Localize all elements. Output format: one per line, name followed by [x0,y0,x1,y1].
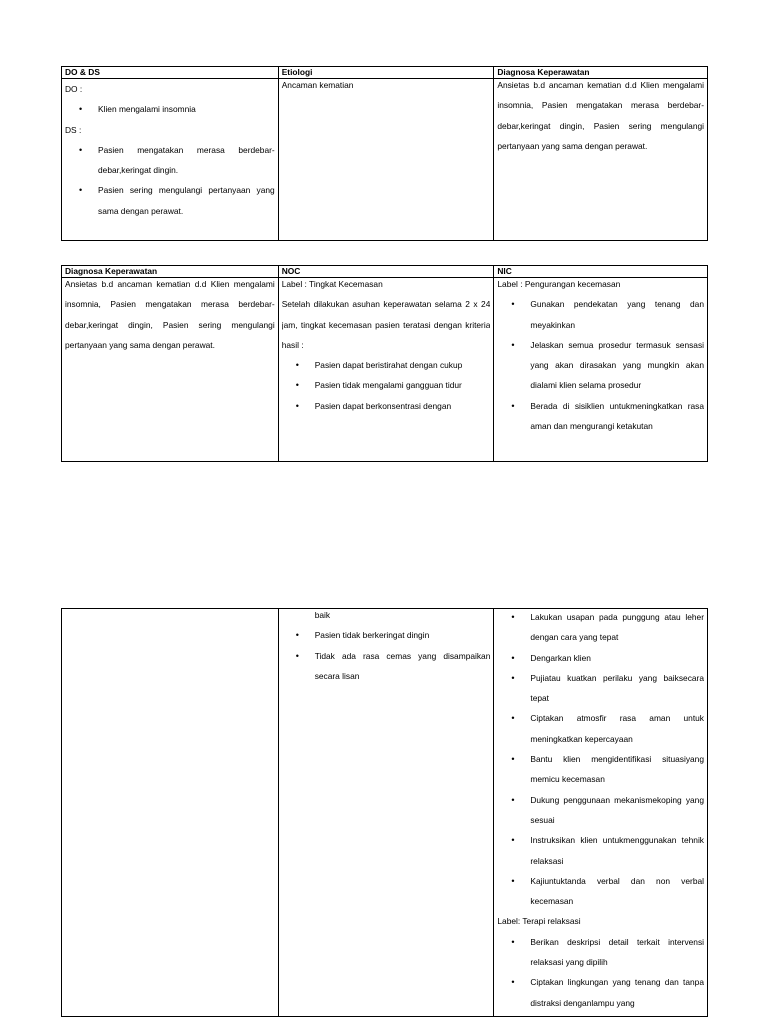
list-item: • Pasien sering mengulangi pertanyaan yang sama dengan perawat. [98,180,275,221]
list-item: • Pasien tidak berkeringat dingin [315,625,491,645]
etiologi-text: Ancaman kematian [281,80,354,90]
header-noc: NOC [278,266,494,278]
cell-diagnosa-empty [62,609,279,1017]
list-item: • Tidak ada rasa cemas yang disampaikan secara lisan [315,646,491,687]
nic-list-relaksasi [497,932,704,1013]
header-diagnosa: Diagnosa Keperawatan [62,266,279,278]
nic-list [497,294,704,436]
list-item: • Pasien mengatakan merasa berdebar-debar,keringat dingin. [98,140,275,181]
cell-diagnosa [62,278,279,462]
table-row [62,609,708,1017]
list-item: • Gunakan pendekatan yang tenang dan meyakinkan [530,294,704,335]
list-item: • Pasien dapat beristirahat dengan cukup [315,355,491,375]
cell-noc [278,278,494,462]
cell-diagnosa [494,79,708,241]
list-item: • Klien mengalami insomnia [98,99,275,119]
noc-list [282,625,491,686]
cell-etiologi [278,79,494,241]
header-nic: NIC [494,266,708,278]
list-item: • Pasien tidak mengalami gangguan tidur [315,375,491,395]
list-item: • Pujiatau kuatkan perilaku yang baiksecara tepat [530,668,704,709]
table-continuation [61,608,708,1017]
ds-list [65,140,275,221]
noc-list [282,355,491,416]
list-item: • Dengarkan klien [530,648,704,668]
list-item: • Ciptakan atmosfir rasa aman untuk meningkatkan kepercayaan [530,708,704,749]
list-item: • Jelaskan semua prosedur termasuk sensasi yang akan dirasakan yang mungkin akan dialami klien selama prosedur [530,335,704,396]
noc-label: Label : Tingkat Kecemasan [281,279,383,289]
list-item: • Berada di sisiklien untukmeningkatkan rasa aman dan mengurangi ketakutan [530,396,704,437]
table-do-ds-etiologi [61,66,708,241]
ds-label: DS : [65,124,82,135]
cell-noc [278,609,494,1017]
list-item: • Berikan deskripsi detail terkait intervensi relaksasi yang dipilih [530,932,704,973]
list-item: • Ciptakan lingkungan yang tenang dan tanpa distraksi denganlampu yang [530,972,704,1013]
cell-nic [494,609,708,1017]
header-etiologi: Etiologi [278,67,494,79]
list-item: • Dukung penggunaan mekanismekoping yang sesuai [530,790,704,831]
cell-nic [494,278,708,462]
noc-continuation: baik [314,610,331,620]
header-do-ds: DO & DS [62,67,279,79]
table-diagnosa-noc-nic [61,265,708,462]
nic-label-relaksasi: Label: Terapi relaksasi [497,916,581,927]
list-item: • Bantu klien mengidentifikasi situasiyang memicu kecemasan [530,749,704,790]
list-item: • Instruksikan klien untukmenggunakan tehnik relaksasi [530,830,704,871]
list-item: • Lakukan usapan pada punggung atau leher dengan cara yang tepat [530,609,704,648]
nic-label: Label : Pengurangan kecemasan [497,279,621,289]
nic-list [497,609,704,912]
list-item: • Kajiuntuktanda verbal dan non verbal kecemasan [530,871,704,912]
do-label: DO : [65,84,83,94]
do-list [65,99,275,119]
list-item: • Pasien dapat berkonsentrasi dengan [315,396,491,416]
diagnosa-text: Ansietas b.d ancaman kematian d.d Klien mengalami insomnia, Pasien mengatakan merasa berdebar-debar,keringat dingin, Pasien sering mengulangi pertanyaan yang sama dengan perawat. [65,279,275,350]
table-row [62,278,708,462]
cell-do-ds [62,79,279,241]
table-row [62,79,708,241]
header-diagnosa: Diagnosa Keperawatan [494,67,708,79]
diagnosa-text: Ansietas b.d ancaman kematian d.d Klien mengalami insomnia, Pasien mengatakan merasa berdebar-debar,keringat dingin, Pasien sering mengulangi pertanyaan yang sama dengan perawat. [497,80,704,151]
noc-text: Setelah dilakukan asuhan keperawatan selama 2 x 24 jam, tingkat kecemasan pasien teratasi dengan kriteria hasil : [281,299,491,350]
